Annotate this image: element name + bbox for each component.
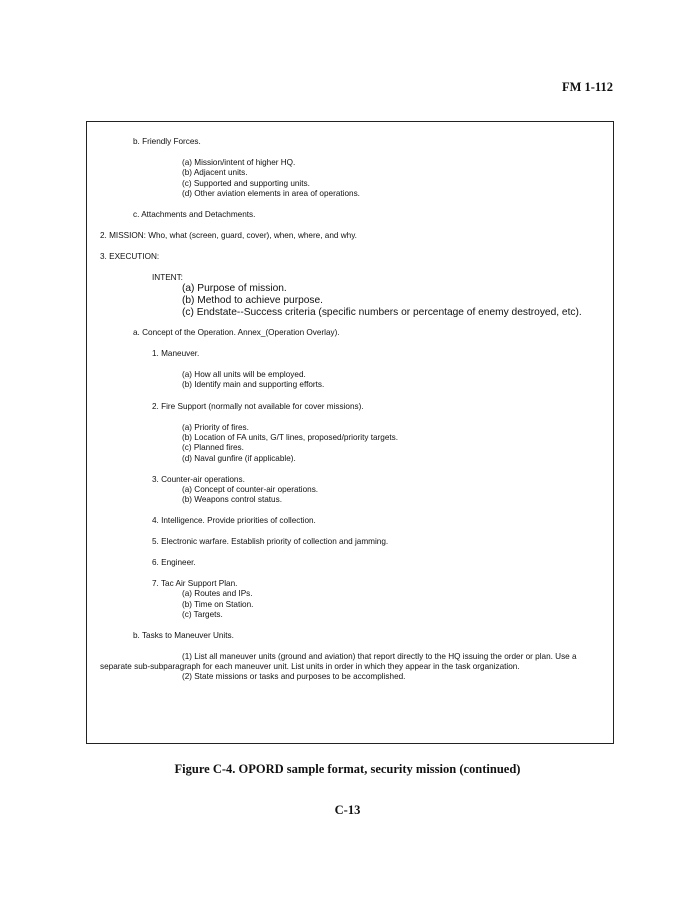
list-item: (a) Concept of counter-air operations.: [182, 485, 319, 494]
concept-heading: a. Concept of the Operation. Annex_(Operation Overlay).: [133, 328, 340, 337]
attachments-heading: c. Attachments and Detachments.: [133, 210, 256, 219]
list-item: (d) Other aviation elements in area of operations.: [182, 189, 360, 198]
list-item: (b) Weapons control status.: [182, 495, 282, 504]
intent-heading: INTENT:: [152, 273, 183, 282]
list-item: (a) Priority of fires.: [182, 423, 249, 432]
page-number: C-13: [334, 803, 361, 817]
list-item: (b) Identify main and supporting efforts.: [182, 380, 325, 389]
tasks-paragraph-1: (1) List all maneuver units (ground and aviation) that report directly to the HQ issuing the order or plan. Use a: [182, 652, 577, 661]
figure-caption: Figure C-4. OPORD sample format, security mission (continued): [174, 762, 521, 776]
fire-support-heading: 2. Fire Support (normally not available for cover missions).: [152, 402, 364, 411]
list-item: (c) Targets.: [182, 610, 223, 619]
maneuver-heading: 1. Maneuver.: [152, 349, 200, 358]
list-item: (a) Purpose of mission.: [182, 283, 287, 294]
list-item: (a) Routes and IPs.: [182, 589, 253, 598]
list-item: (b) Method to achieve purpose.: [182, 295, 324, 306]
list-item: (a) Mission/intent of higher HQ.: [182, 158, 296, 167]
document-id-header: FM 1-112: [561, 80, 613, 94]
list-item: (c) Endstate--Success criteria (specific numbers or percentage of enemy destroyed, etc).: [182, 307, 582, 318]
list-item: (c) Planned fires.: [182, 443, 244, 452]
tac-air-heading: 7. Tac Air Support Plan.: [152, 579, 238, 588]
list-item: (b) Adjacent units.: [182, 168, 248, 177]
list-item: (b) Location of FA units, G/T lines, proposed/priority targets.: [182, 433, 399, 442]
tasks-heading: b. Tasks to Maneuver Units.: [133, 631, 234, 640]
tasks-paragraph-2: (2) State missions or tasks and purposes to be accomplished.: [182, 672, 406, 681]
list-item: (d) Naval gunfire (if applicable).: [182, 454, 296, 463]
counter-air-heading: 3. Counter-air operations.: [152, 475, 245, 484]
tasks-paragraph-1-cont: separate sub-subparagraph for each maneuver unit. List units in order in which they appear in the task organization.: [100, 662, 520, 671]
list-item: (b) Time on Station.: [182, 600, 254, 609]
mission-paragraph: 2. MISSION: Who, what (screen, guard, cover), when, where, and why.: [100, 231, 357, 240]
execution-heading: 3. EXECUTION:: [100, 252, 160, 261]
engineer-heading: 6. Engineer.: [152, 558, 196, 567]
intelligence-heading: 4. Intelligence. Provide priorities of collection.: [152, 516, 316, 525]
list-item: (c) Supported and supporting units.: [182, 179, 310, 188]
friendly-forces-heading: b. Friendly Forces.: [133, 137, 201, 146]
list-item: (a) How all units will be employed.: [182, 370, 306, 379]
electronic-warfare-heading: 5. Electronic warfare. Establish priority of collection and jamming.: [152, 537, 389, 546]
